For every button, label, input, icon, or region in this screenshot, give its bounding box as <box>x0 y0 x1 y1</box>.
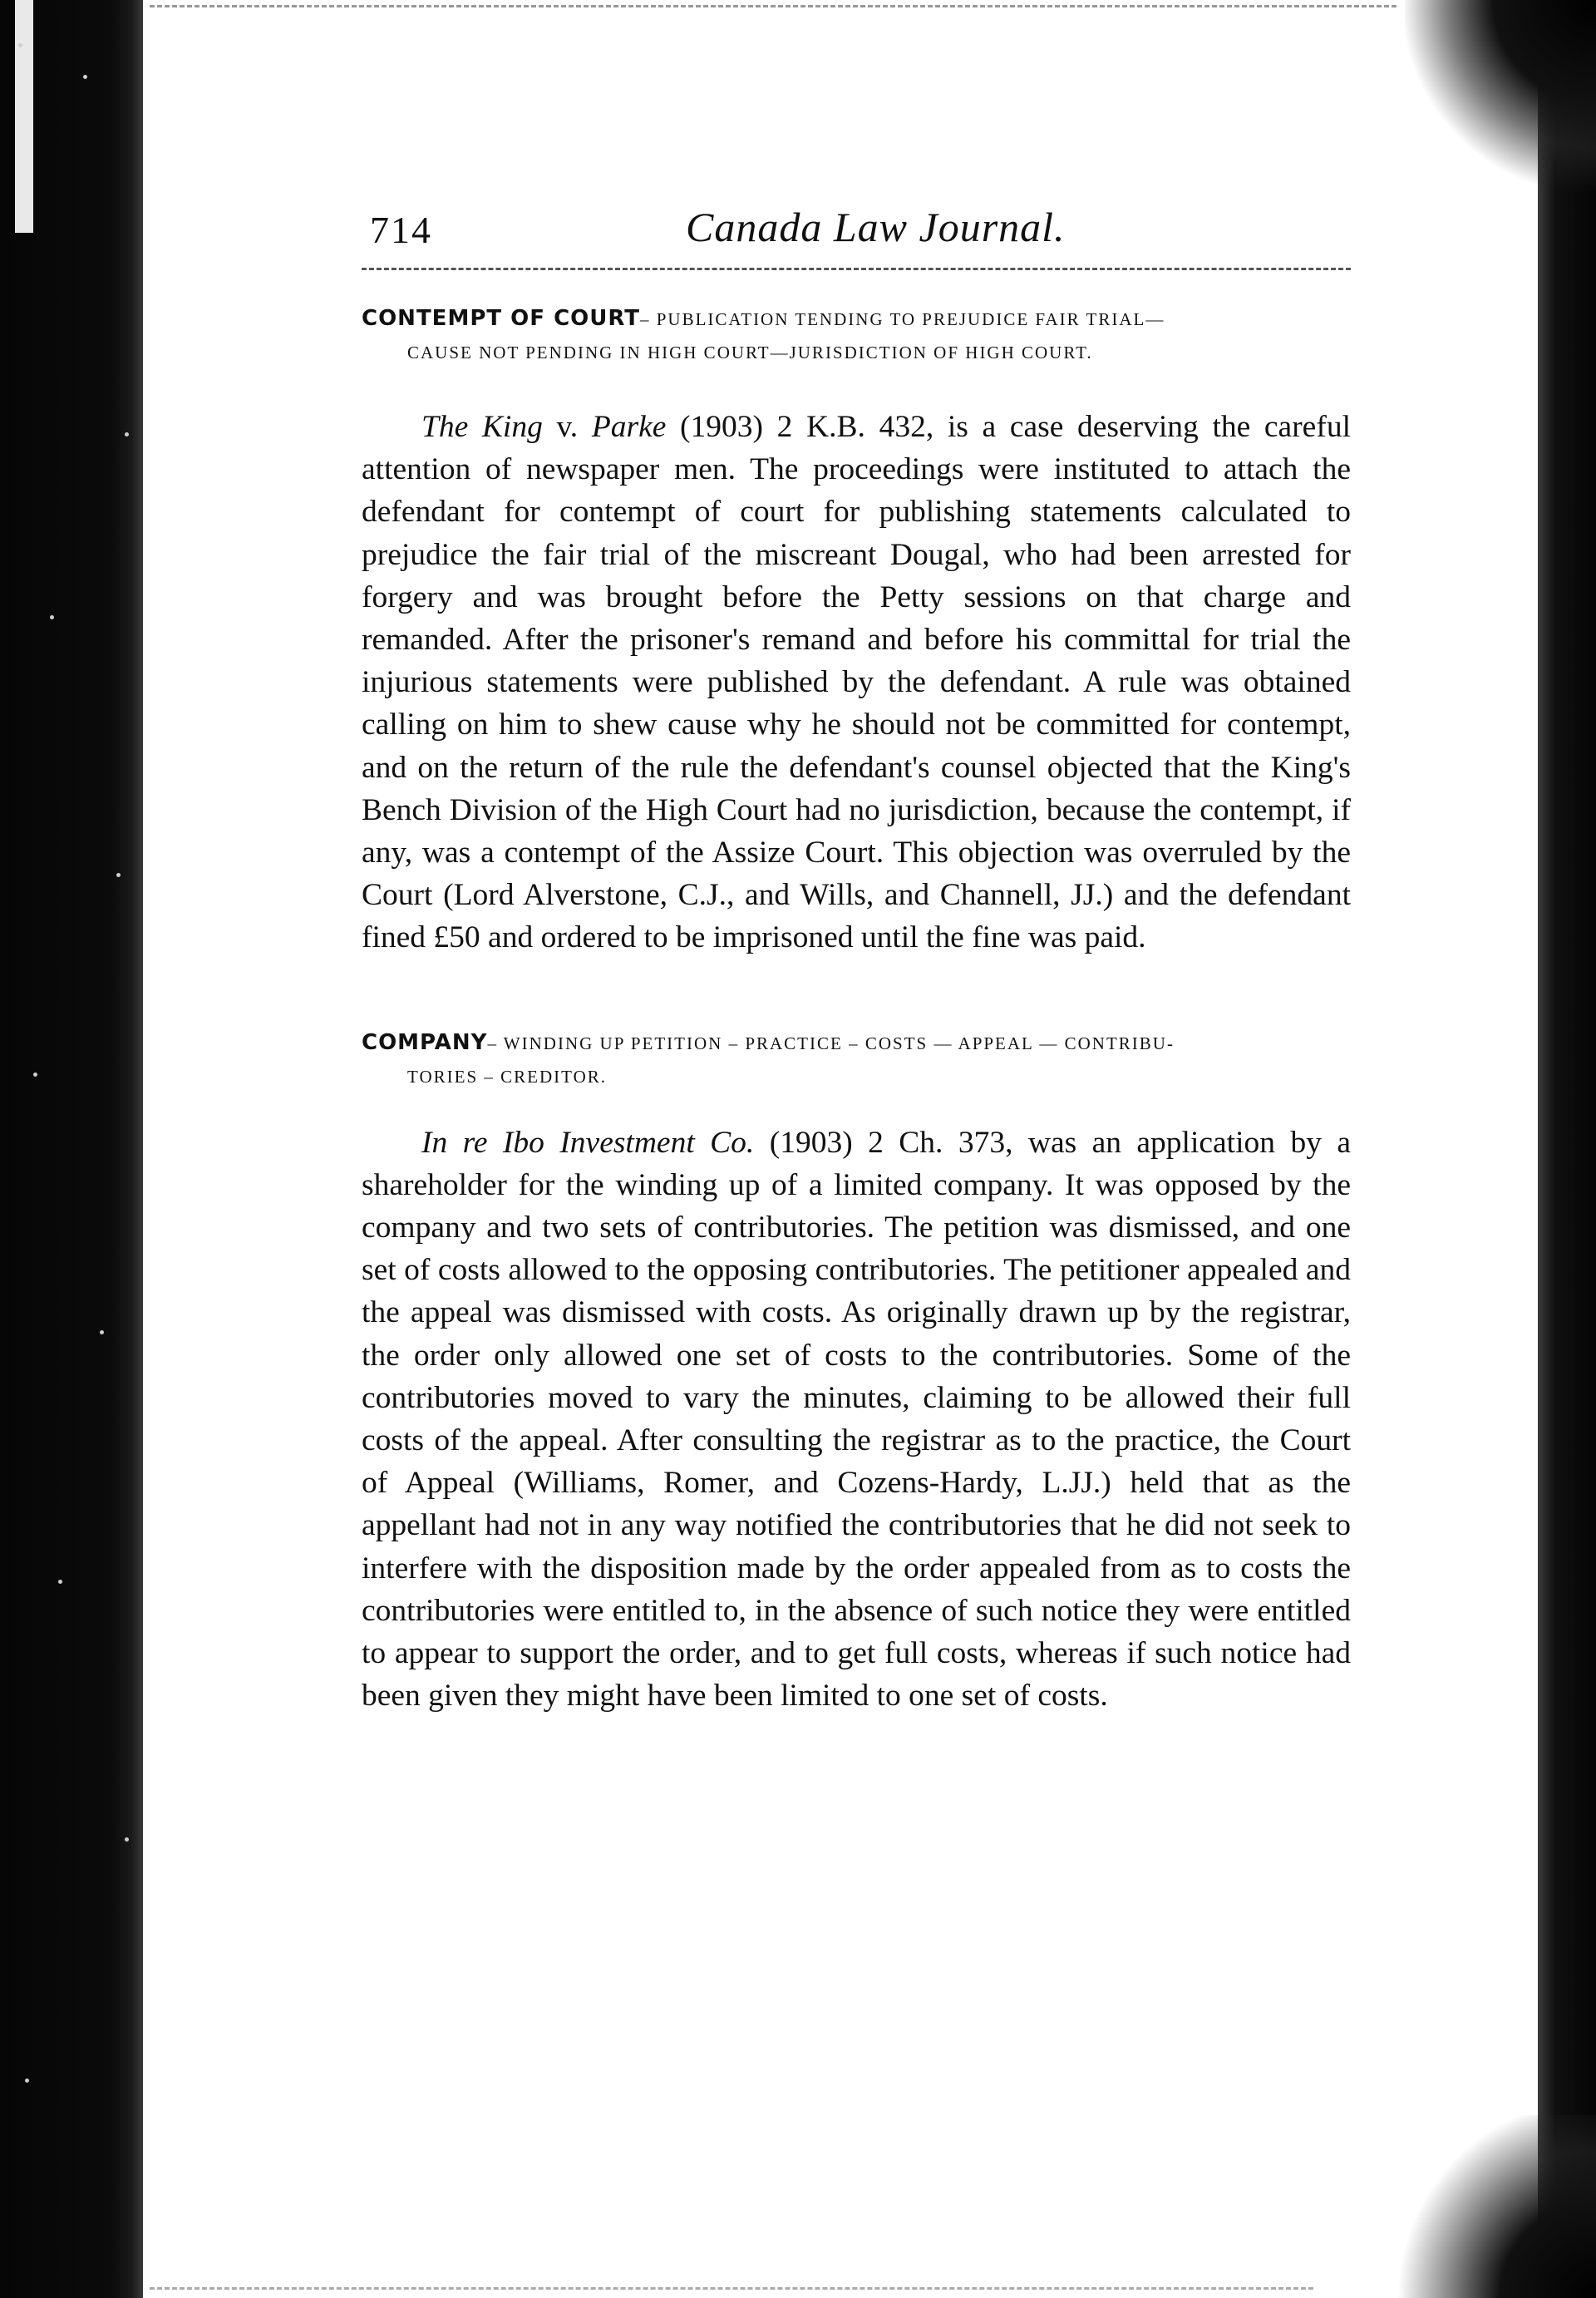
journal-page <box>362 196 1359 1717</box>
heading-subject: – PUBLICATION TENDING TO PREJUDICE FAIR TRIAL— <box>639 309 1165 329</box>
header-rule <box>362 268 1351 270</box>
case-party: Parke <box>591 410 667 444</box>
scan-speck <box>33 1073 37 1077</box>
scan-speck <box>50 615 54 619</box>
scan-speck <box>125 432 129 436</box>
scan-speck <box>58 1580 62 1584</box>
scan-speck <box>18 43 22 47</box>
scan-corner-top-right <box>1405 0 1596 191</box>
case-name: The King <box>421 410 543 444</box>
case-versus: v. <box>542 410 592 444</box>
heading-line <box>362 1026 1359 1060</box>
scan-artifact-strip <box>15 0 33 233</box>
heading-lead: COMPANY <box>362 1029 488 1055</box>
scan-border-right <box>1538 0 1596 2298</box>
running-head <box>362 196 1359 263</box>
paragraph-contempt <box>362 406 1351 959</box>
case-name: In re Ibo Investment Co. <box>421 1125 755 1160</box>
scan-top-edge <box>150 5 1396 7</box>
heading-subject: – WINDING UP PETITION – PRACTICE – COSTS — APPEAL — CONTRIBU- <box>487 1033 1175 1053</box>
paragraph-company <box>362 1122 1351 1718</box>
heading-line <box>362 302 1359 336</box>
heading-lead: CONTEMPT OF COURT <box>362 306 640 331</box>
scan-speck <box>100 1330 104 1334</box>
scan-corner-bottom-right <box>1380 2115 1596 2298</box>
page-number: 714 <box>370 209 432 251</box>
scan-speck <box>116 873 121 877</box>
heading-line-2: TORIES – CREDITOR. <box>407 1066 607 1087</box>
scan-speck <box>83 75 87 79</box>
section-heading-company <box>362 1026 1359 1093</box>
scan-speck <box>25 2079 29 2083</box>
paragraph-text: (1903) 2 Ch. 373, was an application by a shareholder for the winding up of a limited company. It was opposed by the company and two sets of contributories. The petition was dismissed, and one set of costs allowed to the opposing contributories. The petitioner appealed and the appeal was dismissed with costs. As originally drawn up by the registrar, the order only allowed one set of costs to the contributories. Some of the contributories moved to vary the minutes, claiming to be allowed their full costs of the appeal. After consulting the registrar as to the practice, the Court of Appeal (Williams, Romer, and Cozens-Hardy, L.JJ.) held that as the appellant had not in any way notified the contributories that he did not seek to interfere with the disposition made by the order appealed from as to costs the contributories were entitled to, in the absence of such notice they were entitled to appear to support the order, and to get full costs, whereas if such notice had been given they might have been limited to one set of costs. <box>362 1125 1351 1714</box>
scan-speck <box>125 1837 129 1842</box>
journal-title: Canada Law Journal. <box>686 204 1066 250</box>
paragraph-text: (1903) 2 K.B. 432, is a case deserving the careful attention of newspaper men. The proceedings were instituted to attach the defendant for contempt of court for publishing statements calculated to prejudice the fair trial of the miscreant Dougal, who had been arrested for forgery and was brought before the Petty sessions on that charge and remanded. After the prisoner's remand and before his committal for trial the injurious statements were published by the defendant. A rule was obtained calling on him to shew cause why he should not be committed for contempt, and on the return of the rule the defendant's counsel objected that the King's Bench Division of the High Court had no jurisdiction, because the contempt, if any, was a contempt of the Assize Court. This objection was overruled by the Court (Lord Alverstone, C.J., and Wills, and Channell, JJ.) and the defendant fined £50 and ordered to be imprisoned until the fine was paid. <box>362 410 1351 955</box>
scan-border-left <box>0 0 143 2298</box>
heading-line-2: CAUSE NOT PENDING IN HIGH COURT—JURISDICTION OF HIGH COURT. <box>407 343 1093 362</box>
scan-bottom-edge <box>150 2287 1313 2290</box>
section-heading-contempt <box>362 302 1359 369</box>
